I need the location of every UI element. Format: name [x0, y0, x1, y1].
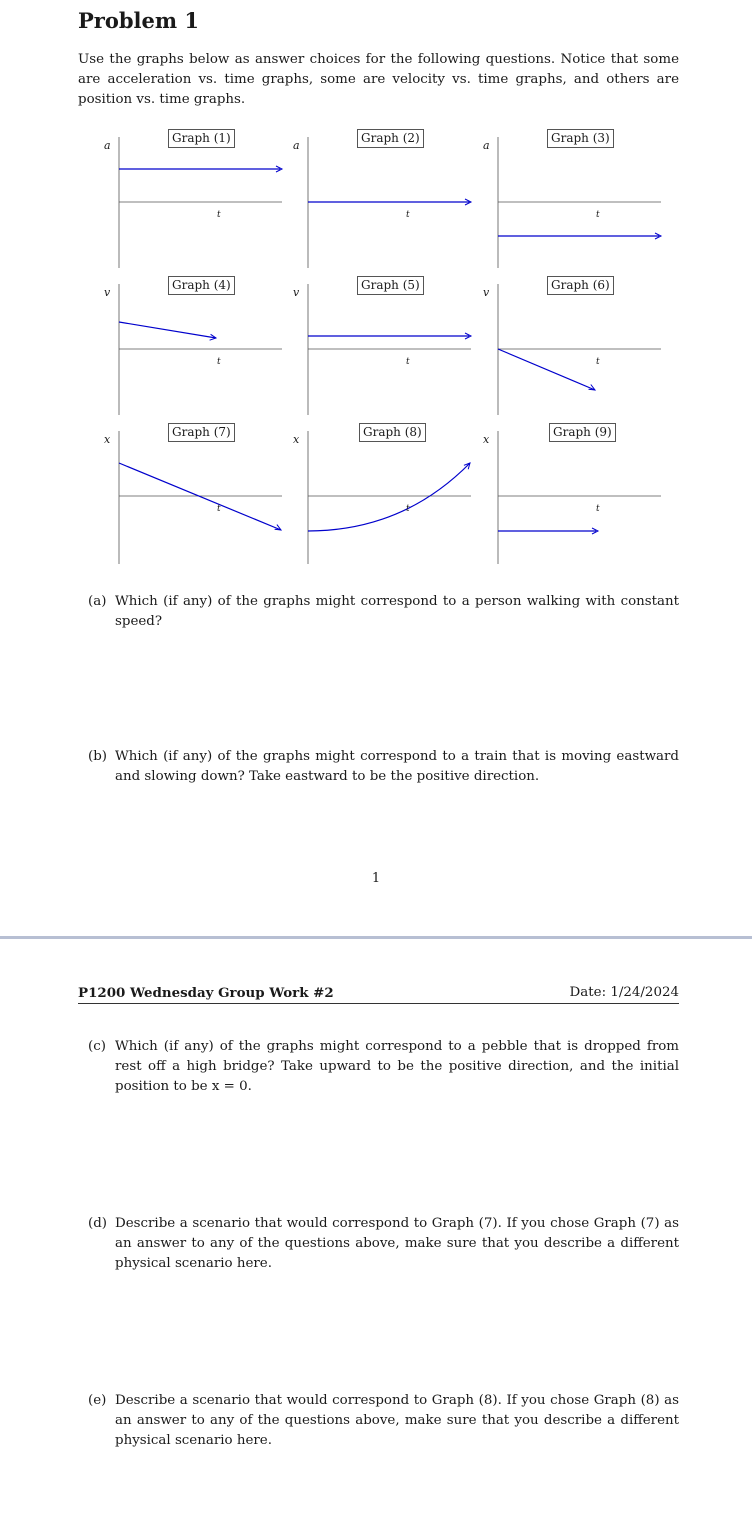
- graph-1-y-label: a: [104, 139, 111, 152]
- graph-6-plot: [483, 277, 663, 417]
- graph-3-y-label: a: [483, 139, 490, 152]
- graph-6: [483, 277, 663, 417]
- graph-3: [483, 130, 663, 270]
- problem-heading: Problem 1: [78, 8, 200, 33]
- graph-1-t-label: t: [217, 210, 221, 220]
- graph-6-y-label: v: [483, 286, 490, 299]
- question-a-label: (a): [88, 594, 107, 609]
- graph-9: [483, 424, 663, 564]
- graph-8-y-label: x: [293, 433, 300, 446]
- question-b-label: (b): [88, 749, 108, 764]
- graph-6-curve: [498, 349, 595, 390]
- graph-1-plot: [104, 130, 284, 270]
- graph-8-plot: [293, 424, 473, 564]
- graph-7-y-label: x: [104, 433, 111, 446]
- graph-3-plot: [483, 130, 663, 270]
- header-title: P1200 Wednesday Group Work #2: [78, 985, 334, 1001]
- intro-paragraph: Use the graphs below as answer choices for the following questions. Notice that some are acceleration vs. time graphs, some are velocity vs. time graphs, and others are position vs. time graphs.: [78, 52, 679, 107]
- page-2: [0, 939, 752, 1536]
- question-d-text: Describe a scenario that would correspond to Graph (7). If you chose Graph (7) as an answer to any of the questions above, make sure that you describe a different physical scenario here.: [115, 1216, 679, 1271]
- graph-1-label: Graph (1): [168, 129, 235, 148]
- question-c-label: (c): [88, 1039, 106, 1054]
- graph-5-y-label: v: [293, 286, 300, 299]
- graph-2-y-label: a: [293, 139, 300, 152]
- graph-8: [293, 424, 473, 564]
- page-number: 1: [371, 871, 381, 886]
- graph-9-plot: [483, 424, 663, 564]
- graph-2-plot: [293, 130, 473, 270]
- header-date: Date: 1/24/2024: [569, 985, 679, 1000]
- graph-8-curve: [308, 463, 470, 531]
- graph-3-label: Graph (3): [547, 129, 614, 148]
- graph-7-t-label: t: [217, 504, 221, 514]
- question-a-text: Which (if any) of the graphs might correspond to a person walking with constant speed?: [115, 594, 679, 629]
- graph-2: [293, 130, 473, 270]
- question-c: [88, 1037, 679, 1097]
- graph-4-y-label: v: [104, 286, 111, 299]
- question-d-label: (d): [88, 1216, 108, 1231]
- graph-8-t-label: t: [406, 504, 410, 514]
- question-d: [88, 1214, 679, 1274]
- question-e: [88, 1391, 679, 1451]
- graph-1: [104, 130, 284, 270]
- graph-7-label: Graph (7): [168, 423, 235, 442]
- graph-7-plot: [104, 424, 284, 564]
- graph-5-t-label: t: [406, 357, 410, 367]
- graph-4-plot: [104, 277, 284, 417]
- graph-5-label: Graph (5): [357, 276, 424, 295]
- graph-7-curve: [119, 463, 281, 530]
- graph-2-t-label: t: [406, 210, 410, 220]
- graph-9-t-label: t: [596, 504, 600, 514]
- question-b: [88, 747, 679, 787]
- graph-4-label: Graph (4): [168, 276, 235, 295]
- graph-5: [293, 277, 473, 417]
- running-header: [78, 983, 679, 1004]
- question-a: [88, 592, 679, 632]
- graph-4: [104, 277, 284, 417]
- graph-4-curve: [119, 322, 216, 338]
- graph-7: [104, 424, 284, 564]
- graph-9-y-label: x: [483, 433, 490, 446]
- graph-8-label: Graph (8): [359, 423, 426, 442]
- graph-6-label: Graph (6): [547, 276, 614, 295]
- question-c-text: Which (if any) of the graphs might correspond to a pebble that is dropped from rest off a high bridge? Take upward to be the positive direction, and the initial position to be x = 0.: [115, 1039, 679, 1094]
- graph-9-label: Graph (9): [549, 423, 616, 442]
- graph-6-t-label: t: [596, 357, 600, 367]
- question-e-label: (e): [88, 1393, 107, 1408]
- question-b-text: Which (if any) of the graphs might correspond to a train that is moving eastward and slowing down? Take eastward to be the positive direction.: [115, 749, 679, 784]
- graph-2-label: Graph (2): [357, 129, 424, 148]
- graph-3-t-label: t: [596, 210, 600, 220]
- question-e-text: Describe a scenario that would correspond to Graph (8). If you chose Graph (8) as an answer to any of the questions above, make sure that you describe a different physical scenario here.: [115, 1393, 679, 1448]
- graph-5-plot: [293, 277, 473, 417]
- graph-4-t-label: t: [217, 357, 221, 367]
